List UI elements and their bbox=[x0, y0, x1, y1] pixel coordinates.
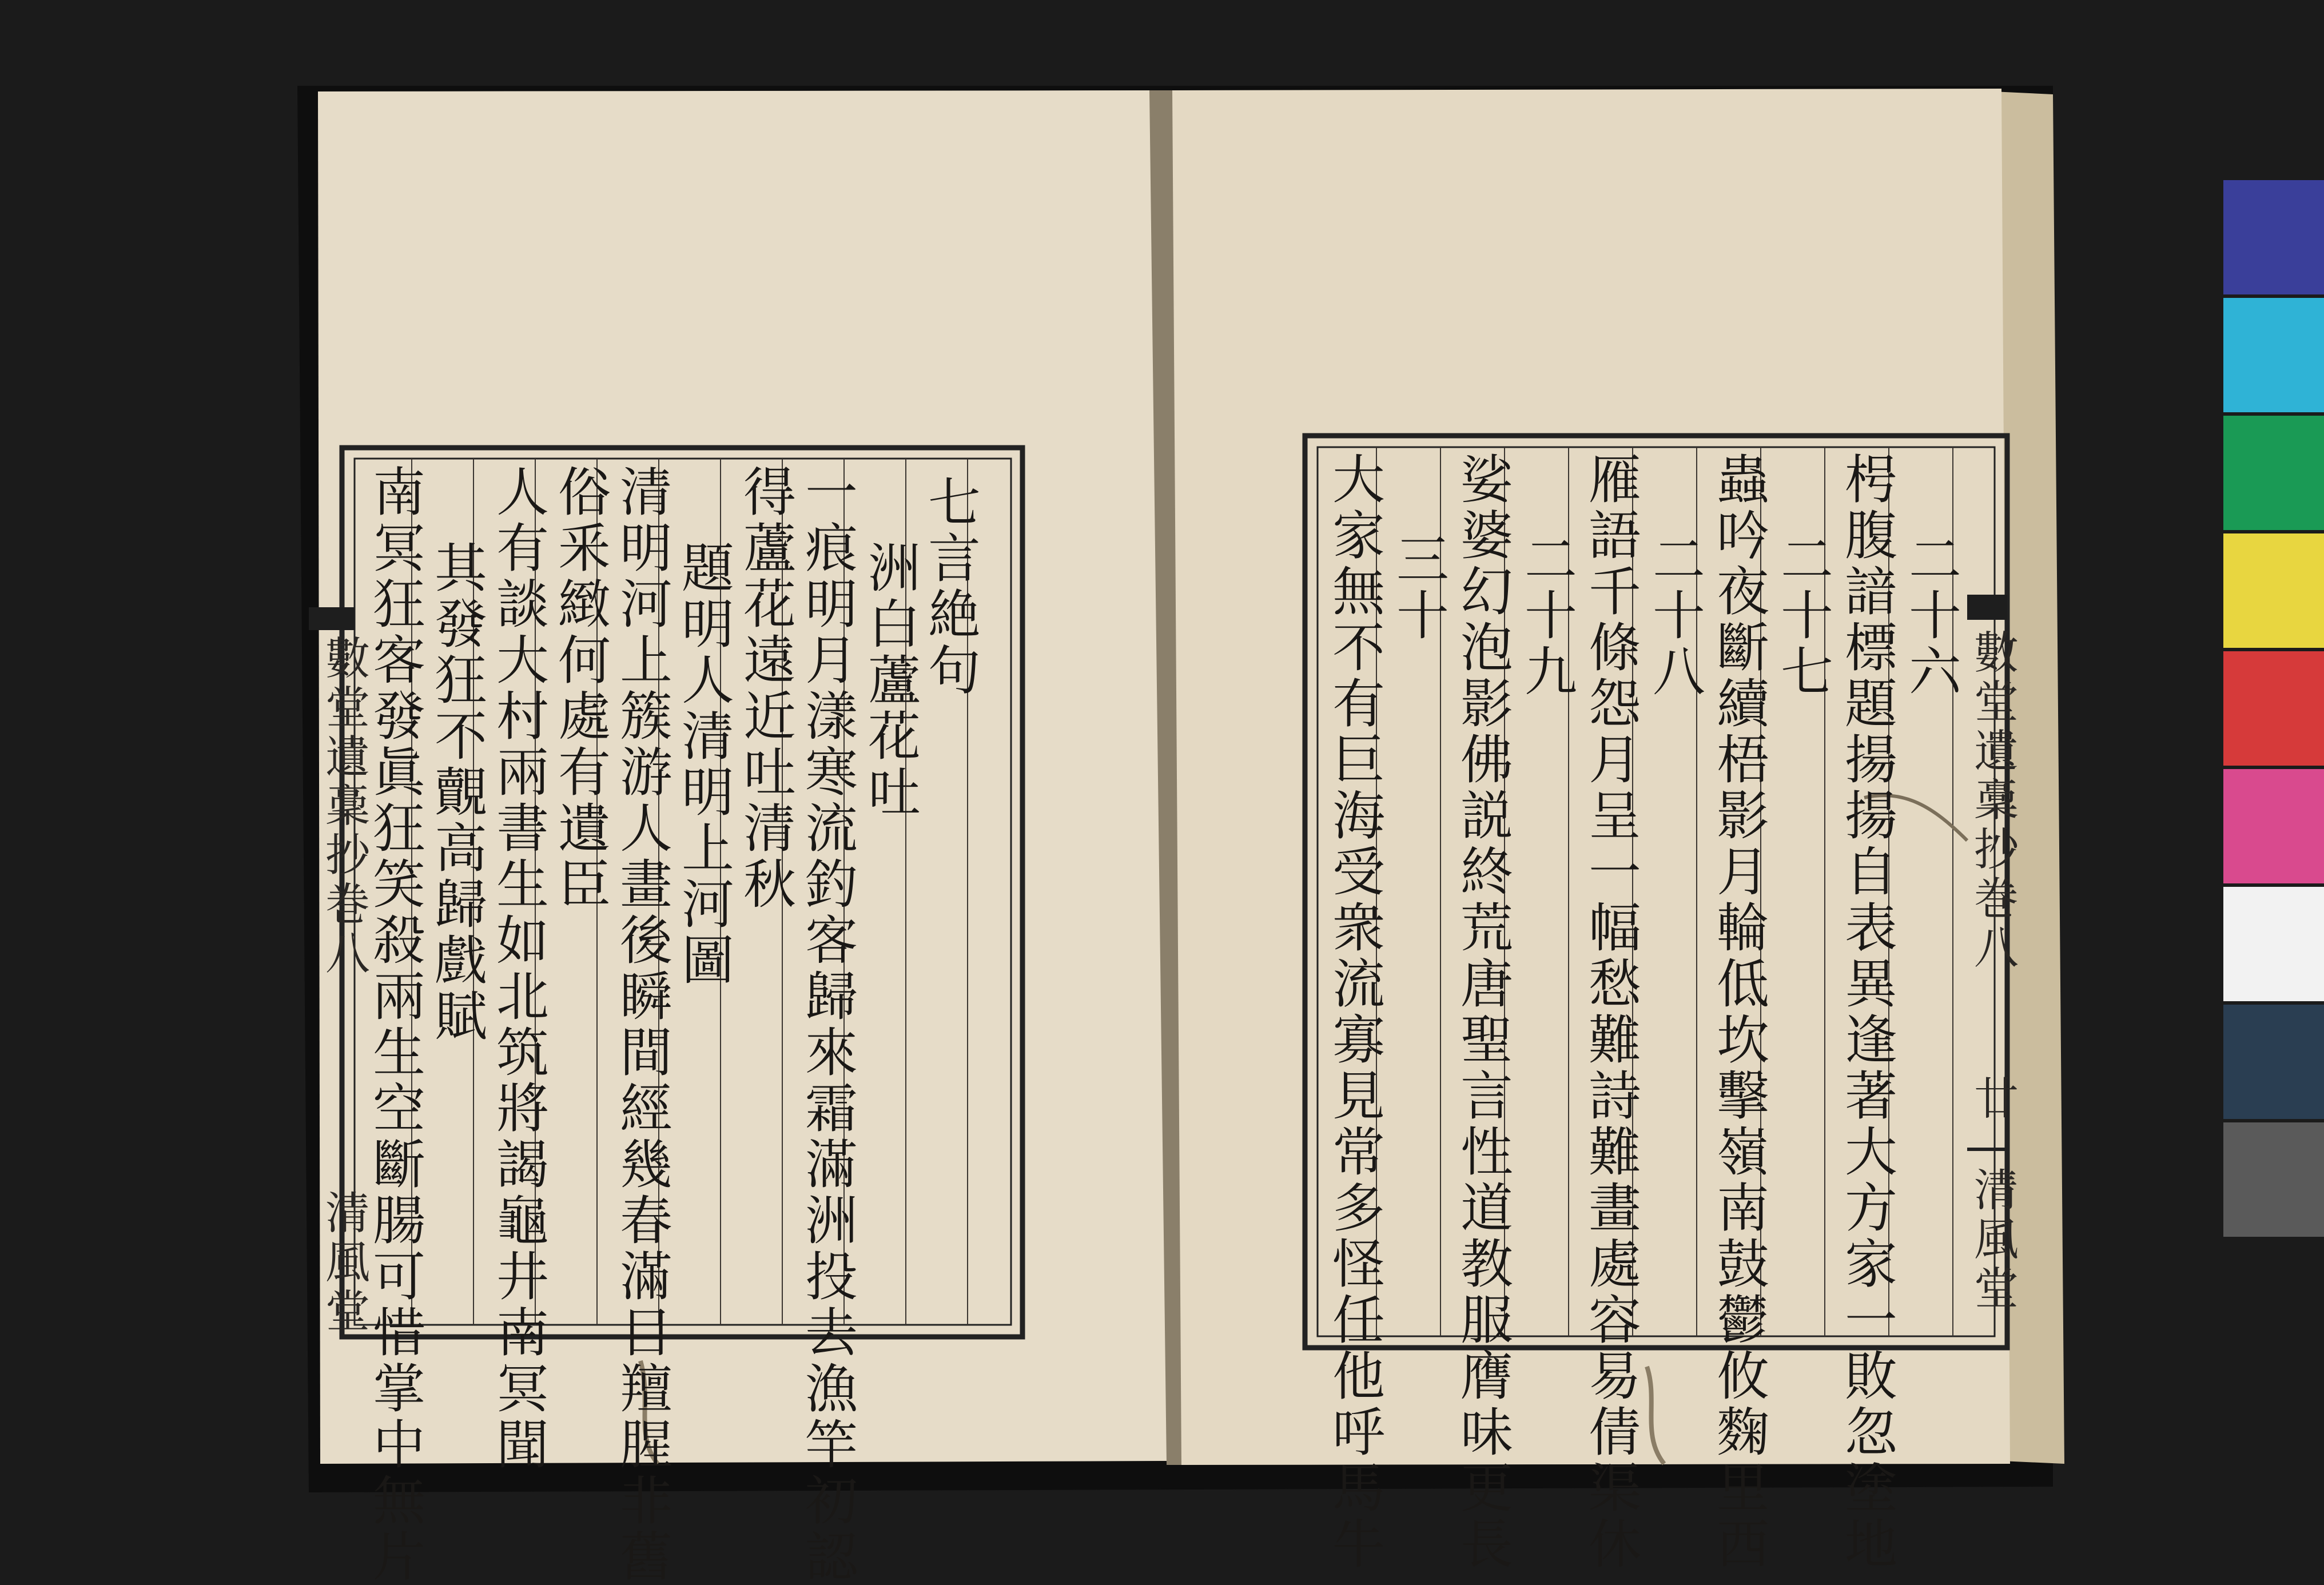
right-column-10: 大家無不有巨海受衆流寡見常多怪任他呼馬牛 bbox=[1324, 452, 1385, 1572]
color-swatch bbox=[2223, 180, 2324, 294]
right-column-4: 蟲吟夜斷續梧影月輪低坎擊嶺南鼓鬱攸麴里西 bbox=[1708, 452, 1769, 1572]
color-swatch bbox=[2223, 298, 2324, 412]
right-fold-fishtail bbox=[1967, 595, 2007, 620]
right-fold-title: 數堂遺稾抄巻八 bbox=[1967, 629, 2018, 973]
right-fold-publisher: 清風堂 bbox=[1967, 1166, 2018, 1314]
right-column-5: 二十八 bbox=[1644, 532, 1705, 700]
color-calibration-card bbox=[2223, 180, 2324, 1237]
left-fold-publisher: 清風堂 bbox=[318, 1189, 369, 1337]
right-fold-leaf: 廿 bbox=[1967, 1075, 2018, 1124]
color-swatch bbox=[2223, 1122, 2324, 1237]
right-column-7: 二十九 bbox=[1516, 532, 1577, 700]
color-swatch bbox=[2223, 416, 2324, 530]
color-swatch bbox=[2223, 533, 2324, 648]
left-column-9: 南冥狂客發眞狂笑殺兩生空斷腸可惜掌中無片 bbox=[364, 464, 425, 1585]
right-column-6: 雁語千條怨月呈一幅愁難詩難畫處容易倩渠休 bbox=[1580, 452, 1641, 1572]
left-column-5: 清明河上簇游人畫後瞬間經幾春滿目羶腥非舊 bbox=[611, 464, 672, 1585]
left-column-6: 俗釆緻何處有遺臣 bbox=[550, 464, 611, 913]
color-swatch bbox=[2223, 887, 2324, 1001]
right-column-8: 娑婆幻泡影佛説終荒唐聖言性道教服膺味更長 bbox=[1452, 452, 1513, 1572]
right-column-1: 二十六 bbox=[1900, 532, 1961, 700]
left-column-4: 題明人清明上河圖 bbox=[673, 540, 734, 989]
left-fold-fishtail bbox=[309, 607, 355, 630]
right-column-9: 三十 bbox=[1388, 532, 1449, 644]
left-section-title: 七言絶句 bbox=[920, 475, 981, 699]
left-column-8: 其發狂不覿高歸戲賦 bbox=[426, 540, 487, 1045]
color-swatch bbox=[2223, 1005, 2324, 1119]
left-fold-title: 數堂遺稾抄巻八 bbox=[318, 635, 369, 979]
color-swatch bbox=[2223, 651, 2324, 766]
left-column-3: 得蘆花遠近吐清秋 bbox=[735, 464, 796, 913]
right-column-2: 枵腹諳標題揚揚自表異逢著大方家一敗忽塗地 bbox=[1836, 452, 1897, 1572]
left-column-2: 一痕明月漾寒流釣客歸來霜滿洲投去漁竿初認 bbox=[797, 464, 858, 1585]
right-column-3: 二十七 bbox=[1772, 532, 1833, 700]
left-column-1: 洲白蘆花吐 bbox=[859, 540, 921, 821]
color-swatch bbox=[2223, 769, 2324, 883]
left-column-7: 人有談大村兩書生如北筑將謁龜井南冥聞 bbox=[488, 464, 549, 1473]
